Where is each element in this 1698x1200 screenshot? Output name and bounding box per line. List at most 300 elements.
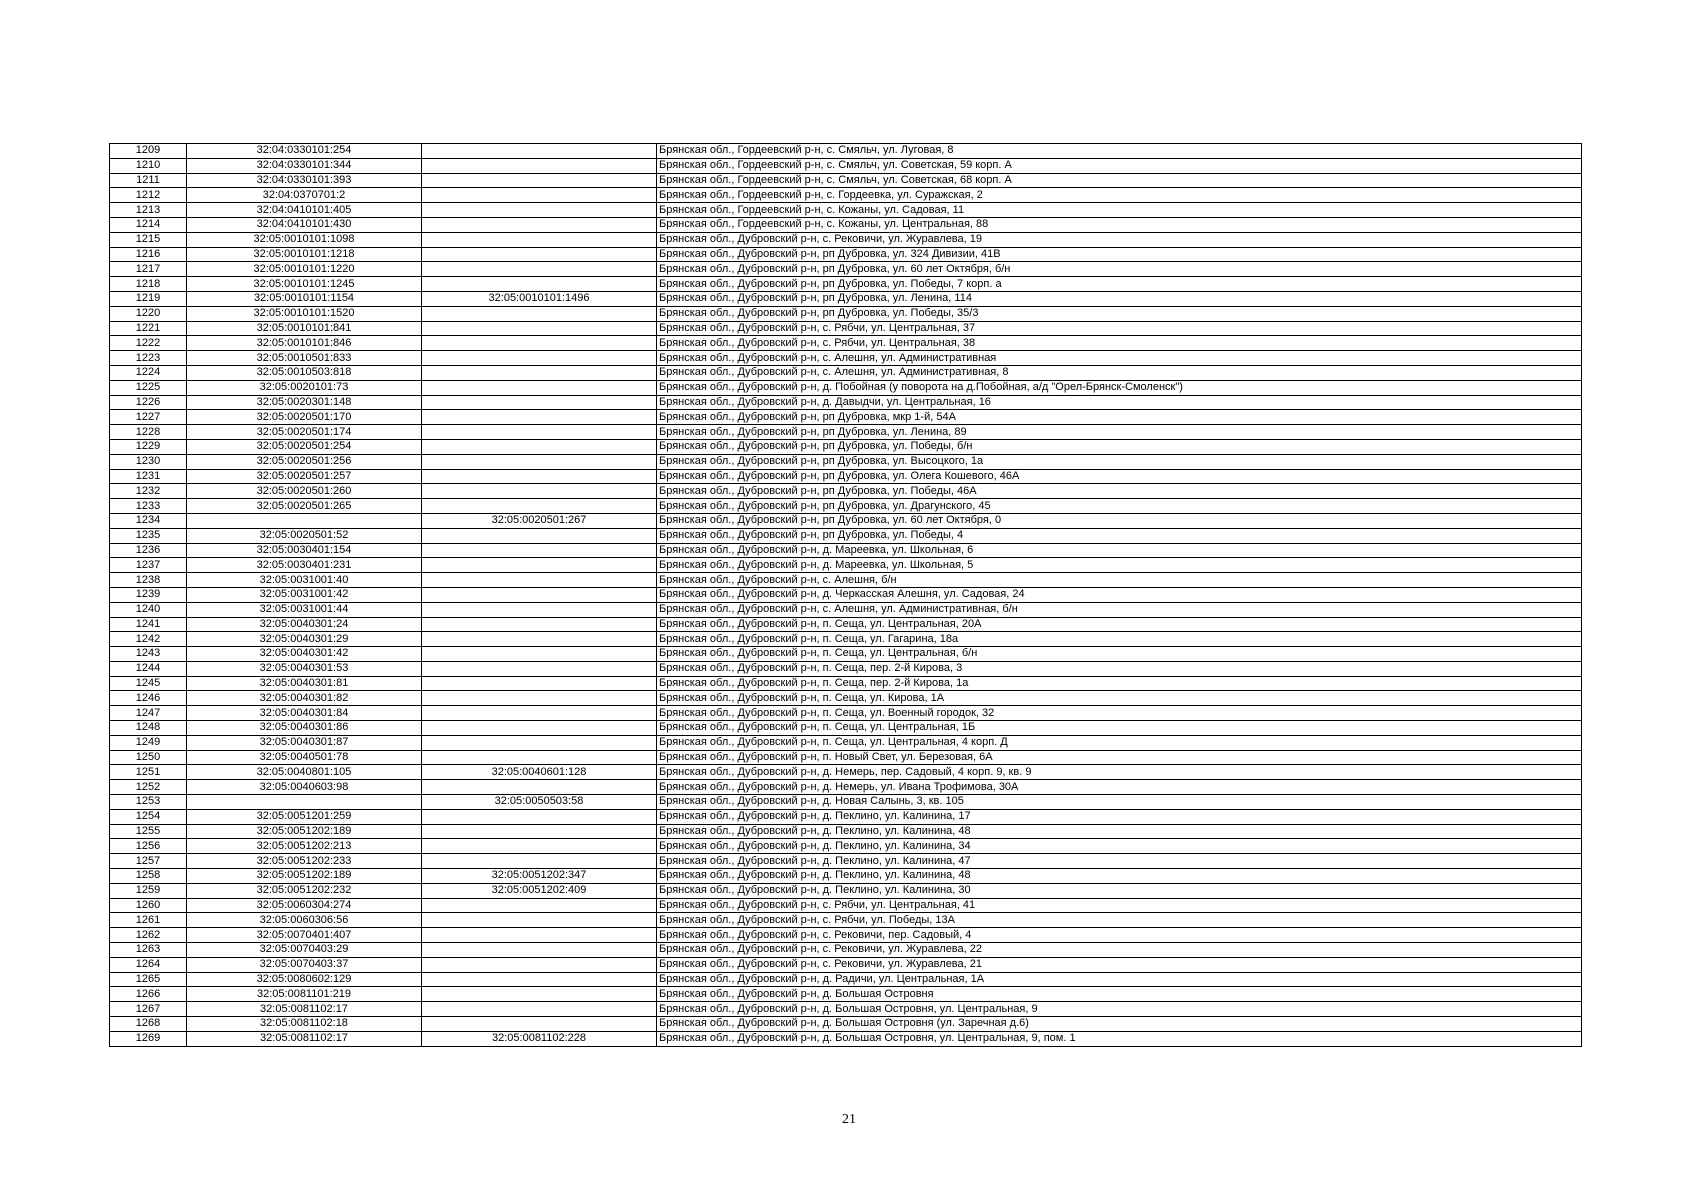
address-cell: Брянская обл., Дубровский р-н, п. Сеща, ул. Кирова, 1А [657, 691, 1582, 706]
row-number-cell: 1238 [110, 573, 187, 588]
table-row [110, 898, 1582, 913]
address-cell: Брянская обл., Дубровский р-н, рп Дубровка, мкр 1-й, 54А [657, 410, 1582, 425]
related-cadastral-number-cell [422, 721, 657, 736]
row-number-cell: 1249 [110, 735, 187, 750]
row-number-cell: 1262 [110, 928, 187, 943]
row-number-cell: 1267 [110, 1002, 187, 1017]
page-number: 21 [842, 1112, 856, 1127]
row-number-cell: 1231 [110, 469, 187, 484]
address-cell: Брянская обл., Дубровский р-н, с. Рябчи, ул. Победы, 13А [657, 913, 1582, 928]
table-row [110, 173, 1582, 188]
address-cell: Брянская обл., Дубровский р-н, д. Мареевка, ул. Школьная, 6 [657, 543, 1582, 558]
row-number-cell: 1225 [110, 380, 187, 395]
address-cell: Брянская обл., Дубровский р-н, д. Пеклино, ул. Калинина, 34 [657, 839, 1582, 854]
related-cadastral-number-cell [422, 425, 657, 440]
cadastral-number-cell: 32:05:0020501:256 [187, 454, 422, 469]
related-cadastral-number-cell [422, 306, 657, 321]
related-cadastral-number-cell [422, 735, 657, 750]
address-cell: Брянская обл., Гордеевский р-н, с. Смяльч, ул. Советская, 59 корп. А [657, 158, 1582, 173]
table-row [110, 765, 1582, 780]
table-row [110, 943, 1582, 958]
cadastral-number-cell: 32:05:0031001:44 [187, 602, 422, 617]
cadastral-number-cell: 32:05:0051202:232 [187, 883, 422, 898]
cadastral-number-cell: 32:05:0020501:174 [187, 425, 422, 440]
row-number-cell: 1236 [110, 543, 187, 558]
table-row [110, 809, 1582, 824]
related-cadastral-number-cell [422, 839, 657, 854]
related-cadastral-number-cell: 32:05:0040601:128 [422, 765, 657, 780]
table-row [110, 484, 1582, 499]
related-cadastral-number-cell [422, 943, 657, 958]
table-row [110, 158, 1582, 173]
cadastral-number-cell: 32:05:0040301:82 [187, 691, 422, 706]
address-cell: Брянская обл., Дубровский р-н, рп Дубровка, ул. Олега Кошевого, 46А [657, 469, 1582, 484]
address-cell: Брянская обл., Дубровский р-н, д. Большая Островня (ул. Заречная д.6) [657, 1017, 1582, 1032]
row-number-cell: 1243 [110, 647, 187, 662]
row-number-cell: 1221 [110, 321, 187, 336]
related-cadastral-number-cell [422, 928, 657, 943]
address-cell: Брянская обл., Дубровский р-н, д. Радичи, ул. Центральная, 1А [657, 972, 1582, 987]
table-row [110, 795, 1582, 810]
related-cadastral-number-cell: 32:05:0051202:409 [422, 883, 657, 898]
table-row [110, 647, 1582, 662]
row-number-cell: 1230 [110, 454, 187, 469]
table-row [110, 321, 1582, 336]
cadastral-number-cell: 32:05:0010503:818 [187, 365, 422, 380]
address-cell: Брянская обл., Дубровский р-н, рп Дубровка, ул. Победы, б/н [657, 439, 1582, 454]
row-number-cell: 1211 [110, 173, 187, 188]
cadastral-number-cell: 32:05:0081101:219 [187, 987, 422, 1002]
related-cadastral-number-cell [422, 706, 657, 721]
cadastral-number-cell: 32:05:0040501:78 [187, 750, 422, 765]
row-number-cell: 1214 [110, 217, 187, 232]
address-cell: Брянская обл., Дубровский р-н, д. Немерь, пер. Садовый, 4 корп. 9, кв. 9 [657, 765, 1582, 780]
cadastral-number-cell: 32:05:0051202:213 [187, 839, 422, 854]
table-row [110, 883, 1582, 898]
related-cadastral-number-cell [422, 528, 657, 543]
address-cell: Брянская обл., Дубровский р-н, рп Дубровка, ул. Победы, 7 корп. а [657, 277, 1582, 292]
register-table-body [110, 144, 1582, 1047]
related-cadastral-number-cell: 32:05:0010101:1496 [422, 291, 657, 306]
cadastral-number-cell: 32:05:0020101:73 [187, 380, 422, 395]
related-cadastral-number-cell [422, 454, 657, 469]
cadastral-number-cell: 32:05:0010101:1220 [187, 262, 422, 277]
related-cadastral-number-cell [422, 780, 657, 795]
table-row [110, 854, 1582, 869]
cadastral-number-cell: 32:05:0040301:29 [187, 632, 422, 647]
table-row [110, 217, 1582, 232]
related-cadastral-number-cell: 32:05:0020501:267 [422, 513, 657, 528]
related-cadastral-number-cell [422, 158, 657, 173]
table-row [110, 336, 1582, 351]
cadastral-number-cell: 32:05:0040301:84 [187, 706, 422, 721]
row-number-cell: 1254 [110, 809, 187, 824]
row-number-cell: 1260 [110, 898, 187, 913]
address-cell: Брянская обл., Дубровский р-н, д. Большая Островня, ул. Центральная, 9 [657, 1002, 1582, 1017]
cadastral-number-cell [187, 795, 422, 810]
table-row [110, 573, 1582, 588]
table-row [110, 558, 1582, 573]
related-cadastral-number-cell [422, 336, 657, 351]
row-number-cell: 1266 [110, 987, 187, 1002]
cadastral-number-cell: 32:05:0040301:81 [187, 676, 422, 691]
row-number-cell: 1242 [110, 632, 187, 647]
row-number-cell: 1246 [110, 691, 187, 706]
row-number-cell: 1255 [110, 824, 187, 839]
address-cell: Брянская обл., Дубровский р-н, д. Пеклино, ул. Калинина, 30 [657, 883, 1582, 898]
table-row [110, 913, 1582, 928]
address-cell: Брянская обл., Дубровский р-н, с. Рековичи, ул. Журавлева, 22 [657, 943, 1582, 958]
address-cell: Брянская обл., Гордеевский р-н, с. Смяльч, ул. Луговая, 8 [657, 144, 1582, 159]
cadastral-number-cell: 32:05:0020501:52 [187, 528, 422, 543]
related-cadastral-number-cell [422, 188, 657, 203]
table-row [110, 824, 1582, 839]
address-cell: Брянская обл., Дубровский р-н, п. Сеща, пер. 2-й Кирова, 3 [657, 661, 1582, 676]
address-cell: Брянская обл., Дубровский р-н, с. Рябчи, ул. Центральная, 41 [657, 898, 1582, 913]
related-cadastral-number-cell [422, 469, 657, 484]
address-cell: Брянская обл., Дубровский р-н, д. Пеклино, ул. Калинина, 48 [657, 869, 1582, 884]
row-number-cell: 1268 [110, 1017, 187, 1032]
row-number-cell: 1248 [110, 721, 187, 736]
cadastral-number-cell: 32:05:0040301:24 [187, 617, 422, 632]
table-row [110, 543, 1582, 558]
address-cell: Брянская обл., Дубровский р-н, рп Дубровка, ул. 60 лет Октября, б/н [657, 262, 1582, 277]
row-number-cell: 1226 [110, 395, 187, 410]
address-cell: Брянская обл., Дубровский р-н, рп Дубровка, ул. Ленина, 89 [657, 425, 1582, 440]
address-cell: Брянская обл., Дубровский р-н, п. Сеща, ул. Центральная, 4 корп. Д [657, 735, 1582, 750]
cadastral-number-cell: 32:05:0020501:257 [187, 469, 422, 484]
address-cell: Брянская обл., Дубровский р-н, д. Давыдчи, ул. Центральная, 16 [657, 395, 1582, 410]
cadastral-number-cell: 32:05:0040801:105 [187, 765, 422, 780]
cadastral-number-cell: 32:05:0080602:129 [187, 972, 422, 987]
row-number-cell: 1258 [110, 869, 187, 884]
address-cell: Брянская обл., Дубровский р-н, п. Сеща, ул. Центральная, б/н [657, 647, 1582, 662]
cadastral-number-cell: 32:05:0031001:40 [187, 573, 422, 588]
address-cell: Брянская обл., Дубровский р-н, с. Рековичи, пер. Садовый, 4 [657, 928, 1582, 943]
row-number-cell: 1224 [110, 365, 187, 380]
related-cadastral-number-cell [422, 809, 657, 824]
table-row [110, 380, 1582, 395]
table-row [110, 1017, 1582, 1032]
row-number-cell: 1219 [110, 291, 187, 306]
related-cadastral-number-cell [422, 661, 657, 676]
related-cadastral-number-cell [422, 602, 657, 617]
related-cadastral-number-cell [422, 173, 657, 188]
table-row [110, 839, 1582, 854]
table-row [110, 247, 1582, 262]
related-cadastral-number-cell [422, 617, 657, 632]
table-row [110, 469, 1582, 484]
table-row [110, 706, 1582, 721]
cadastral-number-cell: 32:05:0010501:833 [187, 351, 422, 366]
related-cadastral-number-cell [422, 854, 657, 869]
table-row [110, 602, 1582, 617]
row-number-cell: 1237 [110, 558, 187, 573]
cadastral-number-cell: 32:05:0020501:170 [187, 410, 422, 425]
related-cadastral-number-cell [422, 499, 657, 514]
related-cadastral-number-cell: 32:05:0081102:228 [422, 1031, 657, 1046]
table-row [110, 972, 1582, 987]
table-row [110, 750, 1582, 765]
related-cadastral-number-cell [422, 573, 657, 588]
row-number-cell: 1229 [110, 439, 187, 454]
row-number-cell: 1241 [110, 617, 187, 632]
table-row [110, 232, 1582, 247]
related-cadastral-number-cell [422, 277, 657, 292]
address-cell: Брянская обл., Дубровский р-н, с. Алешня, ул. Административная [657, 351, 1582, 366]
related-cadastral-number-cell [422, 247, 657, 262]
cadastral-number-cell: 32:04:0330101:344 [187, 158, 422, 173]
related-cadastral-number-cell [422, 380, 657, 395]
cadastral-number-cell: 32:05:0081102:17 [187, 1031, 422, 1046]
cadastral-number-cell: 32:04:0410101:405 [187, 203, 422, 218]
row-number-cell: 1212 [110, 188, 187, 203]
related-cadastral-number-cell [422, 543, 657, 558]
row-number-cell: 1239 [110, 587, 187, 602]
table-row [110, 277, 1582, 292]
cadastral-number-cell: 32:05:0030401:154 [187, 543, 422, 558]
cadastral-number-cell: 32:05:0040301:42 [187, 647, 422, 662]
row-number-cell: 1220 [110, 306, 187, 321]
table-row [110, 735, 1582, 750]
address-cell: Брянская обл., Дубровский р-н, рп Дубровка, ул. Драгунского, 45 [657, 499, 1582, 514]
related-cadastral-number-cell [422, 410, 657, 425]
row-number-cell: 1235 [110, 528, 187, 543]
cadastral-number-cell: 32:05:0040301:53 [187, 661, 422, 676]
table-row [110, 780, 1582, 795]
cadastral-number-cell: 32:05:0051202:189 [187, 869, 422, 884]
table-row [110, 144, 1582, 159]
cadastral-number-cell: 32:05:0010101:1520 [187, 306, 422, 321]
row-number-cell: 1217 [110, 262, 187, 277]
address-cell: Брянская обл., Гордеевский р-н, с. Смяльч, ул. Советская, 68 корп. А [657, 173, 1582, 188]
table-row [110, 365, 1582, 380]
related-cadastral-number-cell [422, 824, 657, 839]
related-cadastral-number-cell [422, 321, 657, 336]
cadastral-number-cell: 32:05:0081102:18 [187, 1017, 422, 1032]
address-cell: Брянская обл., Дубровский р-н, п. Сеща, ул. Центральная, 20А [657, 617, 1582, 632]
address-cell: Брянская обл., Дубровский р-н, с. Алешня, ул. Административная, 8 [657, 365, 1582, 380]
address-cell: Брянская обл., Дубровский р-н, п. Сеща, пер. 2-й Кирова, 1а [657, 676, 1582, 691]
address-cell: Брянская обл., Дубровский р-н, д. Побойная (у поворота на д.Побойная, а/д "Орел-Брянск-Смоленск") [657, 380, 1582, 395]
row-number-cell: 1209 [110, 144, 187, 159]
cadastral-number-cell: 32:05:0070403:37 [187, 957, 422, 972]
cadastral-number-cell: 32:05:0010101:1154 [187, 291, 422, 306]
cadastral-number-cell: 32:05:0040301:87 [187, 735, 422, 750]
table-row [110, 1031, 1582, 1046]
cadastral-number-cell: 32:05:0010101:846 [187, 336, 422, 351]
related-cadastral-number-cell [422, 484, 657, 499]
address-cell: Брянская обл., Дубровский р-н, рп Дубровка, ул. Победы, 4 [657, 528, 1582, 543]
row-number-cell: 1228 [110, 425, 187, 440]
related-cadastral-number-cell [422, 232, 657, 247]
row-number-cell: 1233 [110, 499, 187, 514]
row-number-cell: 1232 [110, 484, 187, 499]
cadastral-number-cell: 32:04:0370701:2 [187, 188, 422, 203]
cadastral-number-cell: 32:05:0040301:86 [187, 721, 422, 736]
address-cell: Брянская обл., Гордеевский р-н, с. Кожаны, ул. Центральная, 88 [657, 217, 1582, 232]
address-cell: Брянская обл., Дубровский р-н, с. Рябчи, ул. Центральная, 37 [657, 321, 1582, 336]
table-row [110, 410, 1582, 425]
table-row [110, 987, 1582, 1002]
row-number-cell: 1218 [110, 277, 187, 292]
table-row [110, 454, 1582, 469]
table-row [110, 691, 1582, 706]
row-number-cell: 1227 [110, 410, 187, 425]
row-number-cell: 1245 [110, 676, 187, 691]
table-row [110, 1002, 1582, 1017]
address-cell: Брянская обл., Дубровский р-н, д. Большая Островня [657, 987, 1582, 1002]
table-row [110, 425, 1582, 440]
address-cell: Брянская обл., Дубровский р-н, д. Пеклино, ул. Калинина, 47 [657, 854, 1582, 869]
row-number-cell: 1252 [110, 780, 187, 795]
cadastral-number-cell: 32:05:0040603:98 [187, 780, 422, 795]
address-cell: Брянская обл., Дубровский р-н, п. Новый Свет, ул. Березовая, 6А [657, 750, 1582, 765]
cadastral-number-cell: 32:05:0020501:265 [187, 499, 422, 514]
address-cell: Брянская обл., Дубровский р-н, д. Мареевка, ул. Школьная, 5 [657, 558, 1582, 573]
table-row [110, 203, 1582, 218]
related-cadastral-number-cell: 32:05:0051202:347 [422, 869, 657, 884]
related-cadastral-number-cell [422, 750, 657, 765]
table-row [110, 617, 1582, 632]
row-number-cell: 1263 [110, 943, 187, 958]
cadastral-number-cell: 32:05:0010101:1245 [187, 277, 422, 292]
address-cell: Брянская обл., Дубровский р-н, с. Рековичи, ул. Журавлева, 21 [657, 957, 1582, 972]
cadastral-number-cell: 32:05:0010101:1098 [187, 232, 422, 247]
table-row [110, 262, 1582, 277]
cadastral-number-cell: 32:05:0030401:231 [187, 558, 422, 573]
cadastral-number-cell: 32:05:0051202:233 [187, 854, 422, 869]
table-row [110, 306, 1582, 321]
address-cell: Брянская обл., Гордеевский р-н, с. Кожаны, ул. Садовая, 11 [657, 203, 1582, 218]
address-cell: Брянская обл., Дубровский р-н, д. Большая Островня, ул. Центральная, 9, пом. 1 [657, 1031, 1582, 1046]
related-cadastral-number-cell [422, 957, 657, 972]
address-cell: Брянская обл., Дубровский р-н, д. Немерь, ул. Ивана Трофимова, 30А [657, 780, 1582, 795]
row-number-cell: 1257 [110, 854, 187, 869]
table-row [110, 291, 1582, 306]
related-cadastral-number-cell [422, 647, 657, 662]
row-number-cell: 1265 [110, 972, 187, 987]
table-row [110, 928, 1582, 943]
related-cadastral-number-cell [422, 262, 657, 277]
related-cadastral-number-cell [422, 587, 657, 602]
table-row [110, 587, 1582, 602]
row-number-cell: 1210 [110, 158, 187, 173]
cadastral-number-cell: 32:05:0051201:259 [187, 809, 422, 824]
related-cadastral-number-cell [422, 913, 657, 928]
row-number-cell: 1240 [110, 602, 187, 617]
related-cadastral-number-cell [422, 972, 657, 987]
related-cadastral-number-cell [422, 676, 657, 691]
row-number-cell: 1256 [110, 839, 187, 854]
address-cell: Брянская обл., Дубровский р-н, рп Дубровка, ул. Высоцкого, 1а [657, 454, 1582, 469]
cadastral-number-cell: 32:04:0330101:254 [187, 144, 422, 159]
cadastral-number-cell: 32:04:0410101:430 [187, 217, 422, 232]
table-row [110, 439, 1582, 454]
related-cadastral-number-cell [422, 987, 657, 1002]
address-cell: Брянская обл., Дубровский р-н, д. Пеклино, ул. Калинина, 48 [657, 824, 1582, 839]
address-cell: Брянская обл., Дубровский р-н, с. Алешня, б/н [657, 573, 1582, 588]
address-cell: Брянская обл., Дубровский р-н, с. Рябчи, ул. Центральная, 38 [657, 336, 1582, 351]
related-cadastral-number-cell [422, 1017, 657, 1032]
table-row [110, 188, 1582, 203]
address-cell: Брянская обл., Дубровский р-н, д. Пеклино, ул. Калинина, 17 [657, 809, 1582, 824]
cadastral-number-cell: 32:05:0020301:148 [187, 395, 422, 410]
related-cadastral-number-cell [422, 439, 657, 454]
address-cell: Брянская обл., Дубровский р-н, рп Дубровка, ул. Ленина, 114 [657, 291, 1582, 306]
related-cadastral-number-cell [422, 395, 657, 410]
related-cadastral-number-cell [422, 217, 657, 232]
row-number-cell: 1250 [110, 750, 187, 765]
row-number-cell: 1269 [110, 1031, 187, 1046]
address-cell: Брянская обл., Дубровский р-н, с. Рековичи, ул. Журавлева, 19 [657, 232, 1582, 247]
address-cell: Брянская обл., Дубровский р-н, п. Сеща, ул. Военный городок, 32 [657, 706, 1582, 721]
cadastral-number-cell: 32:05:0010101:841 [187, 321, 422, 336]
address-cell: Брянская обл., Дубровский р-н, рп Дубровка, ул. 324 Дивизии, 41В [657, 247, 1582, 262]
address-cell: Брянская обл., Дубровский р-н, рп Дубровка, ул. 60 лет Октября, 0 [657, 513, 1582, 528]
table-row [110, 499, 1582, 514]
related-cadastral-number-cell [422, 365, 657, 380]
cadastral-number-cell: 32:05:0010101:1218 [187, 247, 422, 262]
address-cell: Брянская обл., Дубровский р-н, рп Дубровка, ул. Победы, 35/3 [657, 306, 1582, 321]
table-row [110, 632, 1582, 647]
table-row [110, 676, 1582, 691]
row-number-cell: 1247 [110, 706, 187, 721]
row-number-cell: 1244 [110, 661, 187, 676]
cadastral-number-cell: 32:05:0060304:274 [187, 898, 422, 913]
related-cadastral-number-cell [422, 351, 657, 366]
address-cell: Брянская обл., Дубровский р-н, п. Сеща, ул. Центральная, 1Б [657, 721, 1582, 736]
row-number-cell: 1222 [110, 336, 187, 351]
row-number-cell: 1264 [110, 957, 187, 972]
row-number-cell: 1234 [110, 513, 187, 528]
related-cadastral-number-cell [422, 558, 657, 573]
register-table [109, 143, 1582, 1047]
address-cell: Брянская обл., Дубровский р-н, рп Дубровка, ул. Победы, 46А [657, 484, 1582, 499]
address-cell: Брянская обл., Дубровский р-н, п. Сеща, ул. Гагарина, 18а [657, 632, 1582, 647]
related-cadastral-number-cell [422, 632, 657, 647]
table-row [110, 957, 1582, 972]
related-cadastral-number-cell [422, 691, 657, 706]
related-cadastral-number-cell [422, 144, 657, 159]
related-cadastral-number-cell [422, 898, 657, 913]
cadastral-number-cell: 32:05:0070403:29 [187, 943, 422, 958]
row-number-cell: 1213 [110, 203, 187, 218]
address-cell: Брянская обл., Гордеевский р-н, с. Гордеевка, ул. Суражская, 2 [657, 188, 1582, 203]
row-number-cell: 1261 [110, 913, 187, 928]
row-number-cell: 1259 [110, 883, 187, 898]
row-number-cell: 1253 [110, 795, 187, 810]
row-number-cell: 1223 [110, 351, 187, 366]
row-number-cell: 1216 [110, 247, 187, 262]
table-row [110, 351, 1582, 366]
cadastral-number-cell: 32:04:0330101:393 [187, 173, 422, 188]
table-row [110, 513, 1582, 528]
related-cadastral-number-cell [422, 203, 657, 218]
cadastral-number-cell: 32:05:0060306:56 [187, 913, 422, 928]
row-number-cell: 1215 [110, 232, 187, 247]
cadastral-number-cell: 32:05:0020501:254 [187, 439, 422, 454]
cadastral-number-cell: 32:05:0031001:42 [187, 587, 422, 602]
related-cadastral-number-cell: 32:05:0050503:58 [422, 795, 657, 810]
cadastral-number-cell: 32:05:0081102:17 [187, 1002, 422, 1017]
address-cell: Брянская обл., Дубровский р-н, д. Новая Салынь, 3, кв. 105 [657, 795, 1582, 810]
table-row [110, 661, 1582, 676]
address-cell: Брянская обл., Дубровский р-н, д. Черкасская Алешня, ул. Садовая, 24 [657, 587, 1582, 602]
cadastral-number-cell: 32:05:0070401:407 [187, 928, 422, 943]
table-row [110, 721, 1582, 736]
table-row [110, 869, 1582, 884]
